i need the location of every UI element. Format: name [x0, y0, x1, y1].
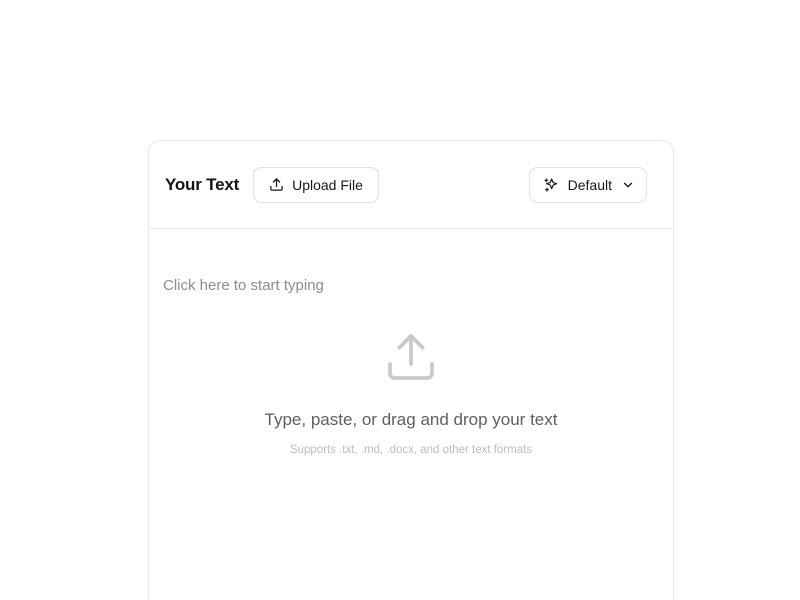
upload-icon	[269, 177, 284, 192]
sparkles-icon	[543, 177, 559, 193]
upload-file-button[interactable]	[253, 167, 379, 203]
text-editor-card	[148, 140, 674, 600]
card-header	[149, 141, 673, 229]
mode-selector-button[interactable]	[529, 167, 647, 203]
upload-large-icon	[383, 329, 439, 390]
card-body	[149, 229, 673, 600]
file-dropzone[interactable]	[149, 329, 673, 456]
page-title: Your Text	[165, 174, 240, 194]
upload-file-label: Upload File	[292, 176, 363, 193]
mode-selector-label: Default	[567, 176, 612, 193]
header-left-group	[165, 167, 379, 203]
dropzone-title: Type, paste, or drag and drop your text	[264, 410, 558, 429]
chevron-down-icon	[621, 178, 635, 192]
text-input-placeholder[interactable]: Click here to start typing	[163, 277, 324, 294]
dropzone-subtitle: Supports .txt, .md, .docx, and other text formats	[289, 444, 533, 456]
